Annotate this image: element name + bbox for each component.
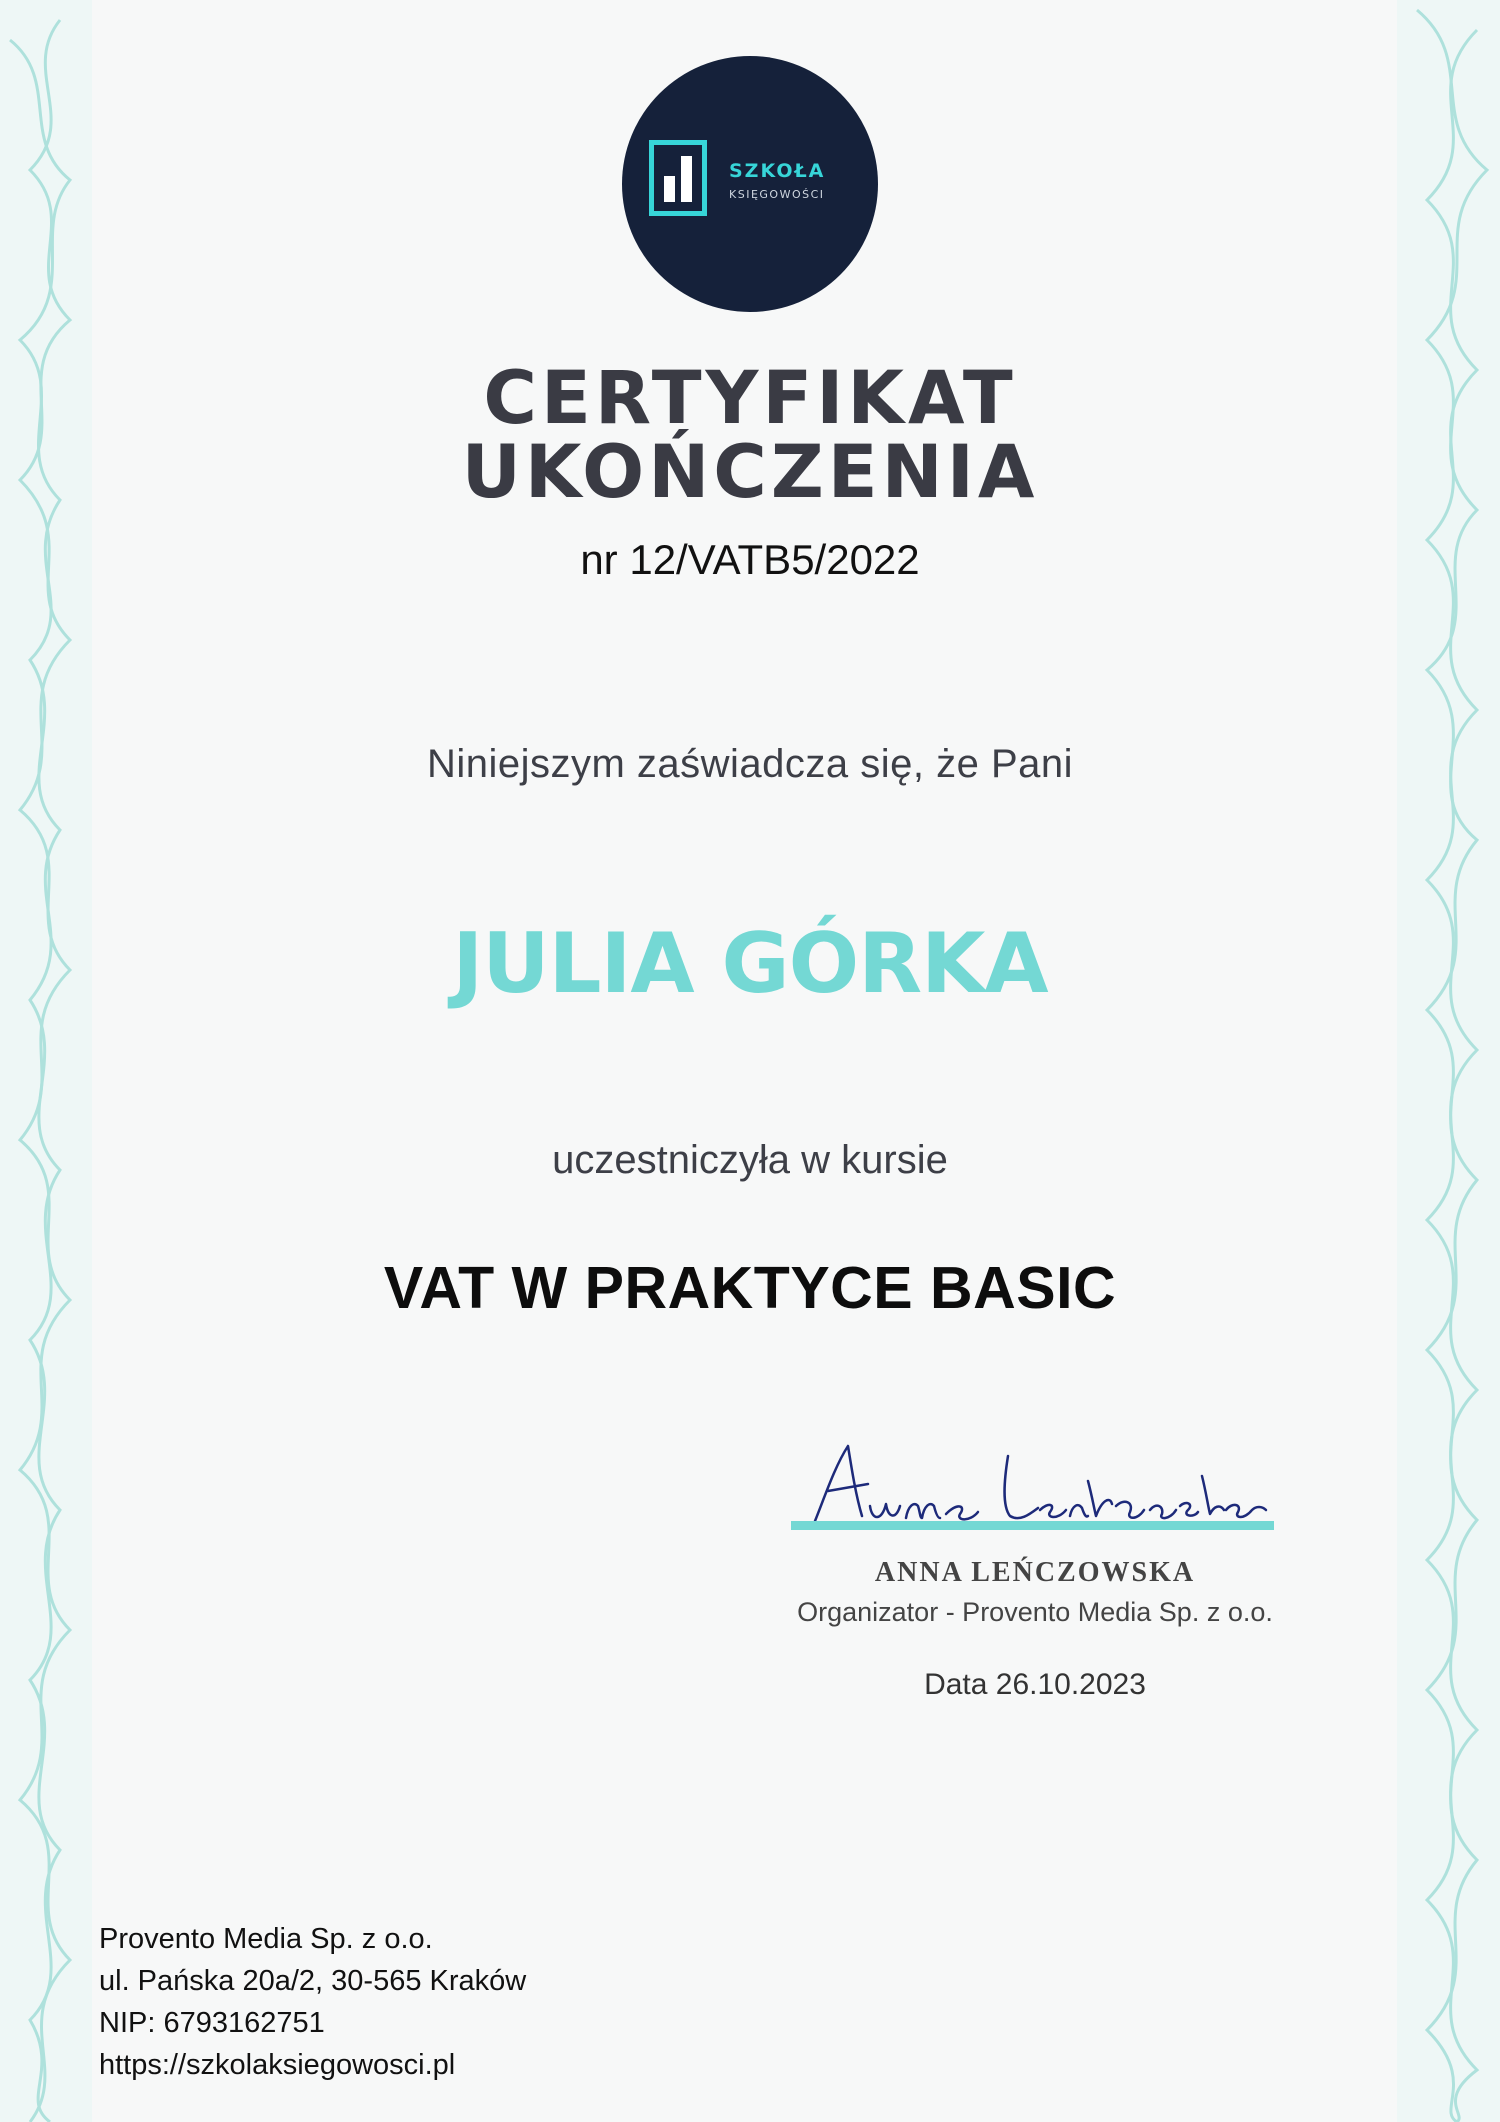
course-name: VAT W PRAKTYCE BASIC [383,1255,1117,1321]
logo-subtitle: KSIĘGOWOŚCI [729,188,825,201]
certificate-title [0,356,1500,515]
signature-line [791,1521,1274,1530]
logo [622,56,878,312]
signatory-name: ANNA LEŃCZOWSKA [874,1557,1196,1588]
footer-company: Provento Media Sp. z o.o. [99,1923,433,1955]
certificate-number: nr 12/VATB5/2022 [580,536,920,583]
floral-border-left [0,0,92,2122]
signatory-role: Organizator - Provento Media Sp. z o.o. [797,1597,1273,1627]
handwritten-signature [790,1426,1280,1536]
certificate-date: Data 26.10.2023 [924,1668,1146,1701]
floral-border-right [1397,0,1500,2122]
footer-address: ul. Pańska 20a/2, 30-565 Kraków [99,1965,527,1997]
footer [99,1918,526,2086]
intro-text: Niniejszym zaświadcza się, że Pani [426,742,1074,786]
title-line-2: UKOŃCZENIA [461,430,1039,515]
bar-chart-icon [649,140,707,216]
footer-url: https://szkolaksiegowosci.pl [99,2049,456,2081]
course-intro-text: uczestniczyła w kursie [552,1138,948,1182]
title-line-1: CERTYFIKAT [483,356,1017,441]
footer-nip: NIP: 6793162751 [99,2007,325,2039]
logo-title: SZKOŁA [729,160,826,182]
recipient-name: JULIA GÓRKA [452,915,1048,1012]
